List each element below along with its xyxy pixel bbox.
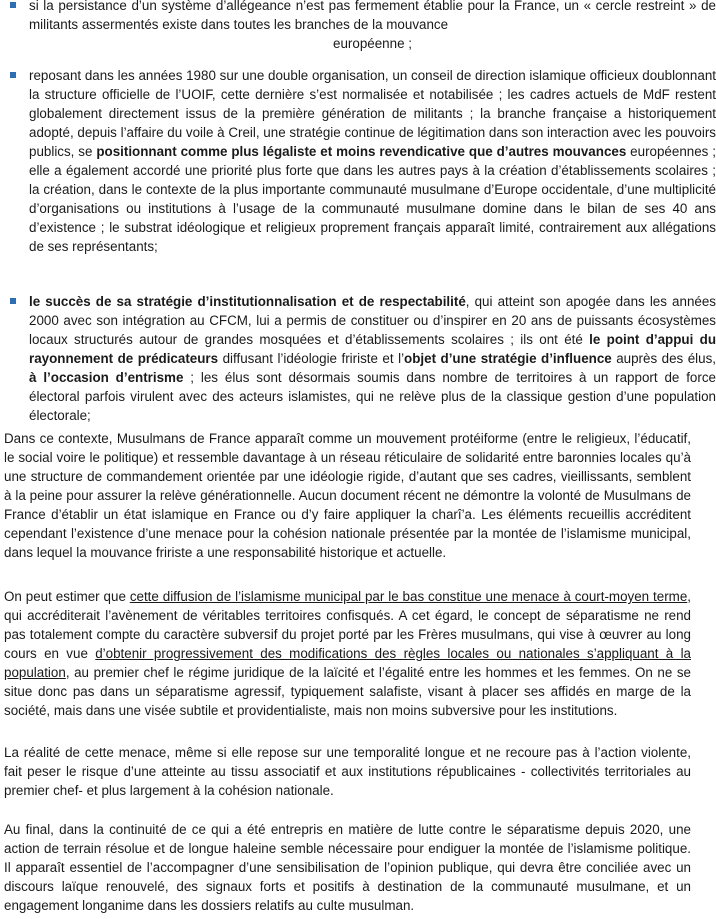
text-segment: européennes ; elle a également accordé une priorité plus forte que dans les autres pays à la création d’établissements scolaires ; la création, dans le contexte de la plus importante communauté musulmane d’Europe occidentale, d’une multiplicité d’organisations ou institutions à l’usage de la communauté musulmane domine dans le bilan de ses 40 ans d’existence ; le substrat idéologique et religieux proprement français apparaît limité, contrairement aux allégations de ses représentants; (29, 144, 716, 255)
text-segment-bold: à l’occasion d’entrisme (29, 370, 184, 386)
text-segment: européenne ; (333, 36, 412, 52)
text-segment: ; les élus sont désormais soumis dans nombre de territoires à un rapport de force électoral parfois virulent avec des acteurs islamistes, qui ne relève plus de la classique gestion d’une population électorale; (29, 370, 716, 424)
text-segment: Dans ce contexte, Musulmans de France apparaît comme un mouvement protéiforme (entre le religieux, l’éducatif, le social voire le politique) et ressemble davantage à un réseau réticulaire de solidarité entre baronnies locales qu’à une structure de commandement orientée par une idéologie rigide, d’autant que ses cadres, vieillissants, semblent à la peine pour assurer la relève générationnelle. Aucun document récent ne démontre la volonté de Musulmans de France d’établir un état islamique en France ou d’y faire appliquer la charî’a. Les éléments recueillis accréditent cependant l’existence d’une menace pour la cohésion nationale présentée par la montée de l’islamisme municipal, dans lequel la mouvance fririste a une responsabilité historique et actuelle. (4, 431, 691, 561)
paragraph-estimation (4, 587, 691, 720)
bullet-item-organisation (4, 66, 716, 256)
text-segment: reposant dans les années 1980 sur une double organisation, un conseil de direction islamique officieux doublonnant la structure officielle de l’UOIF, cette dernière s’est normalisée et notabilisée ; les cadres actuels de MdF restent globalement directement issus de la première génération de militants ; la branche française a historiquement adopté, depuis l’affaire du voile à Creil, une stratégie continue de légitimation dans son interaction avec les pouvoirs publics, se (29, 68, 716, 160)
paragraph-threat (4, 743, 691, 800)
text-segment-bold: le succès de sa stratégie d’institutionnalisation et de respectabilité (29, 294, 466, 309)
text-segment-underlined: cette diffusion de l’islamisme municipal par le bas constitue une menace à court-moyen terme (129, 589, 688, 604)
bullet-square-icon (10, 298, 16, 304)
text-segment: , qui accréditerait l’avènement de véritables territoires confisqués. A cet égard, le concept de séparatisme ne rend pas totalement compte du caractère subversif du projet porté par les Frères musulmans, qui vise à œuvrer au long cours en vue (4, 589, 692, 662)
text-segment: , qui atteint son apogée dans les années 2000 avec son intégration au CFCM, lui a permis de constituer ou d’inspirer en 20 ans de puissants écosystèmes locaux structurés autour de grandes mosquées et d’établissements scolaires ; ils ont été (29, 294, 716, 348)
text-segment: Au final, dans la continuité de ce qui a été entrepris en matière de lutte contre le séparatisme depuis 2020, une action de terrain résolue et de longue haleine semble nécessaire pour endiguer la montée de l’islamisme politique. Il apparaît essentiel de l’accompagner d’une sensibilisation de l’opinion publique, qui devra être conciliée avec un discours laïque renouvelé, des signaux forts et positifs à destination de la communauté musulmane, et un engagement longanime dans les dossiers relatifs au culte musulman. (4, 822, 691, 914)
text-segment: , au premier chef le régime juridique de la laïcité et l’égalité entre les hommes et les femmes. On ne se situe donc pas dans un séparatisme agressif, typiquement salafiste, visant à placer ses affidés en marge de la société, mais dans une visée subtile et providentialiste, mais non moins subversive pour les institutions. (4, 665, 691, 719)
text-segment: diffusant l’idéologie fririste et l’ (218, 351, 405, 367)
paragraph-context (4, 429, 691, 562)
bullet-item-allegiance (4, 0, 716, 53)
text-segment: auprès des élus, (611, 351, 716, 367)
bullet-square-icon (10, 2, 16, 8)
text-segment-bold: positionnant comme plus légaliste et moins revendicative que d’autres mouvances (96, 144, 627, 160)
bullet-item-institutionalisation (4, 292, 716, 425)
text-segment: On peut estimer que (4, 589, 130, 604)
text-segment-bold: objet d’une stratégie d’influence (404, 351, 612, 367)
bullet-square-icon (10, 72, 16, 78)
text-segment-bold: le point d’appui du rayonnement de prédicateurs (29, 332, 716, 367)
text-segment: La réalité de cette menace, même si elle repose sur une temporalité longue et ne recoure pas à l’action violente, fait peser le risque d’une atteinte au tissu associatif et aux institutions républicaines - collectivités territoriales au premier chef- et plus largement à la cohésion nationale. (4, 745, 691, 799)
text-segment-underlined: d’obtenir progressivement des modifications des règles locales ou nationales s’appliquant à la population (4, 646, 692, 681)
text-segment: si la persistance d’un système d’allégeance n’est pas fermement établie pour la France, un « cercle restreint » de militants assermentés existe dans toutes les branches de la mouvance (29, 0, 716, 33)
paragraph-conclusion (4, 820, 691, 915)
